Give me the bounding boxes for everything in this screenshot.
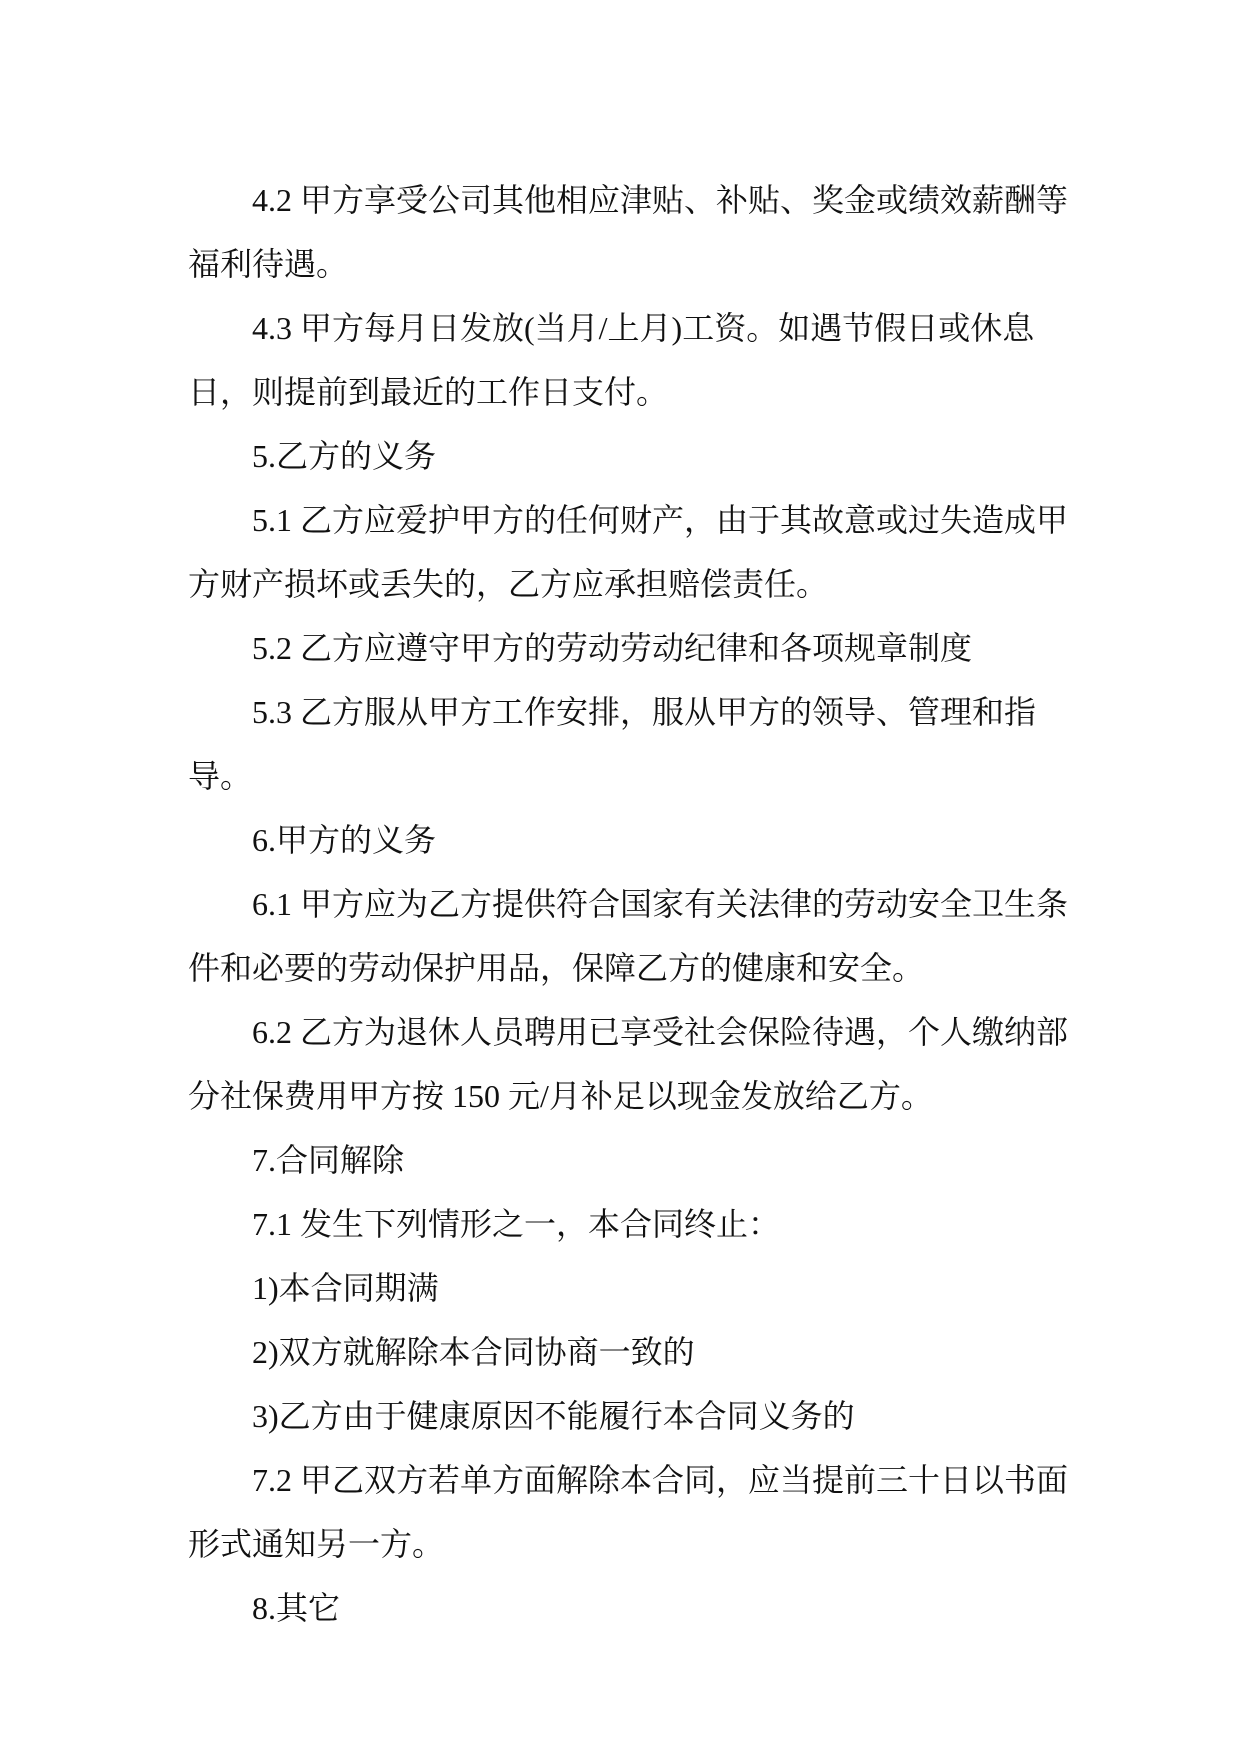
paragraph-7-1: 7.1 发生下列情形之一，本合同终止： xyxy=(252,1206,781,1242)
list-item-2: 2)双方就解除本合同协商一致的 xyxy=(252,1334,695,1370)
heading-section-7: 7.合同解除 xyxy=(252,1142,405,1178)
heading-section-6: 6.甲方的义务 xyxy=(252,822,437,858)
paragraph-4-3: 4.3 甲方每月日发放(当月/上月)工资。如遇节假日或休息日，则提前到最近的工作日支付。 xyxy=(188,310,1035,410)
list-item-1: 1)本合同期满 xyxy=(252,1270,439,1306)
document-body xyxy=(188,168,1088,1640)
paragraph-7-2: 7.2 甲乙双方若单方面解除本合同，应当提前三十日以书面形式通知另一方。 xyxy=(188,1462,1069,1562)
paragraph-5-1: 5.1 乙方应爱护甲方的任何财产，由于其故意或过失造成甲方财产损坏或丢失的，乙方应承担赔偿责任。 xyxy=(188,502,1069,602)
paragraph-6-1: 6.1 甲方应为乙方提供符合国家有关法律的劳动安全卫生条件和必要的劳动保护用品，保障乙方的健康和安全。 xyxy=(188,886,1069,986)
paragraph-6-2: 6.2 乙方为退休人员聘用已享受社会保险待遇，个人缴纳部分社保费用甲方按 150 元/月补足以现金发放给乙方。 xyxy=(188,1014,1069,1114)
paragraph-5-2: 5.2 乙方应遵守甲方的劳动劳动纪律和各项规章制度 xyxy=(252,630,973,666)
paragraph-4-2: 4.2 甲方享受公司其他相应津贴、补贴、奖金或绩效薪酬等福利待遇。 xyxy=(188,182,1069,282)
paragraph-5-3: 5.3 乙方服从甲方工作安排，服从甲方的领导、管理和指导。 xyxy=(188,694,1037,794)
list-item-3: 3)乙方由于健康原因不能履行本合同义务的 xyxy=(252,1398,855,1434)
heading-section-5: 5.乙方的义务 xyxy=(252,438,437,474)
heading-section-8: 8.其它 xyxy=(252,1590,341,1626)
